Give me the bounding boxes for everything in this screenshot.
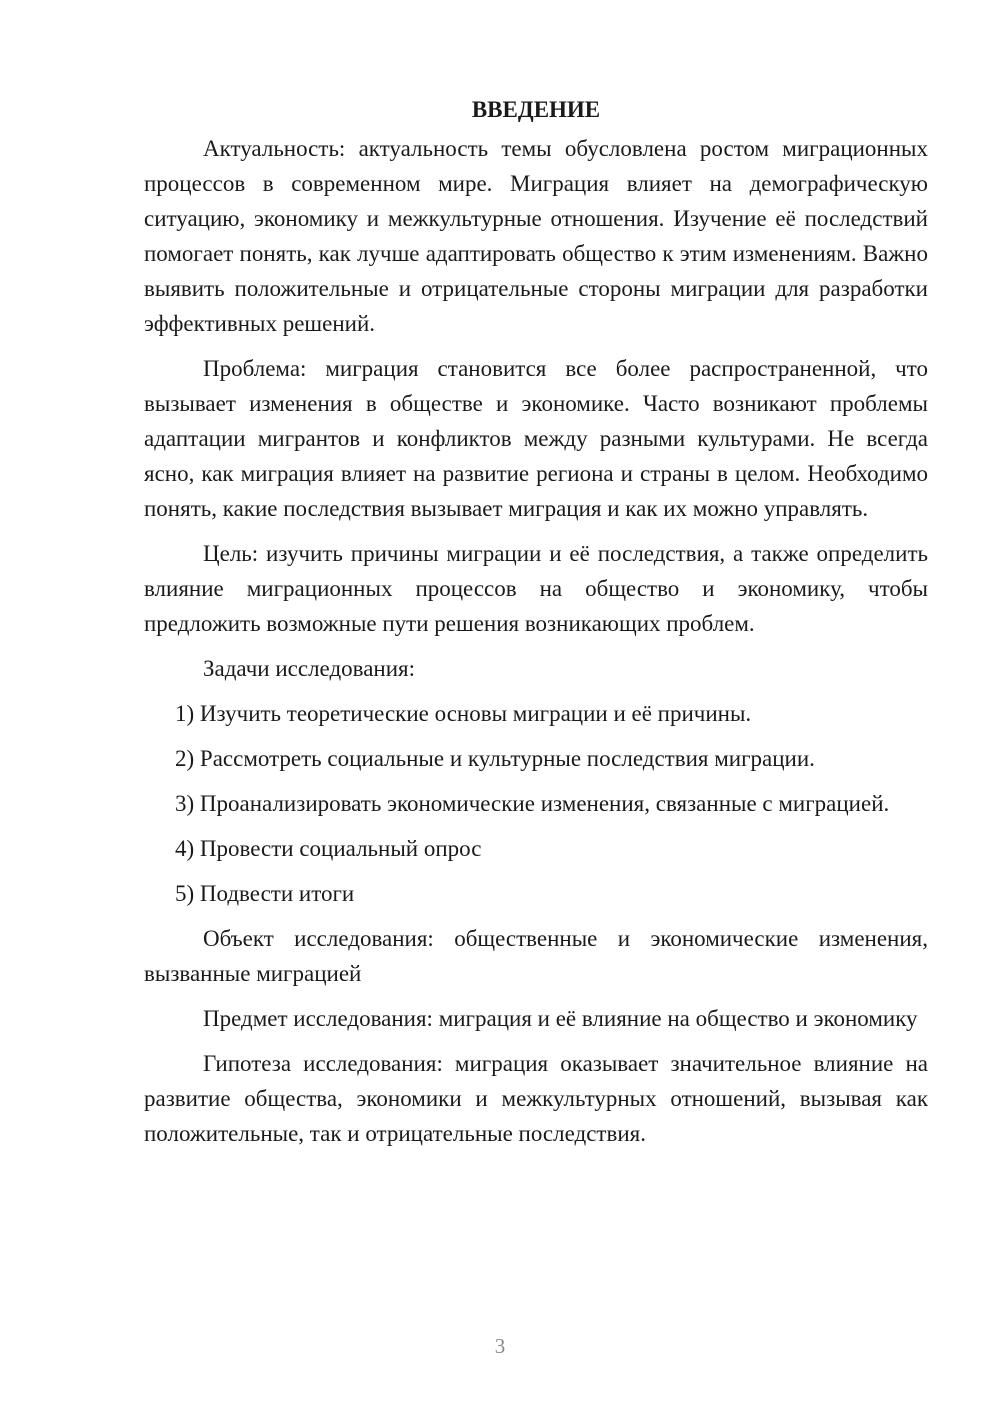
document-body <box>144 92 928 1151</box>
task-item-2: 2) Рассмотреть социальные и культурные последствия миграции. <box>175 746 815 771</box>
relevance-paragraph: Актуальность: актуальность темы обусловлена ростом миграционных процессов в современном мире. Миграция влияет на демографическую ситуацию, экономику и межкультурные отношения. Изучение её последствий помогает понять, как лучше адаптировать общество к этим изменениям. Важно выявить положительные и отрицательные стороны миграции для разработки эффективных решений. <box>144 136 928 336</box>
object-paragraph: Объект исследования: общественные и экономические изменения, вызванные миграцией <box>144 926 928 986</box>
task-item-3: 3) Проанализировать экономические изменения, связанные с миграцией. <box>175 791 890 816</box>
goal-paragraph: Цель: изучить причины миграции и её последствия, а также определить влияние миграционных процессов на общество и экономику, чтобы предложить возможные пути решения возникающих проблем. <box>144 541 928 636</box>
page-number: 3 <box>494 1334 506 1358</box>
task-item-5: 5) Подвести итоги <box>175 881 355 906</box>
subject-paragraph: Предмет исследования: миграция и её влияние на общество и экономику <box>203 1006 918 1031</box>
hypothesis-paragraph: Гипотеза исследования: миграция оказывает значительное влияние на развитие общества, экономики и межкультурных отношений, вызывая как положительные, так и отрицательные последствия. <box>144 1051 928 1146</box>
task-item-1: 1) Изучить теоретические основы миграции и её причины. <box>175 701 752 726</box>
section-title: ВВЕДЕНИЕ <box>471 97 601 122</box>
task-item-4: 4) Провести социальный опрос <box>175 836 482 861</box>
tasks-heading: Задачи исследования: <box>203 656 416 681</box>
problem-paragraph: Проблема: миграция становится все более распространенной, что вызывает изменения в обществе и экономике. Часто возникают проблемы адаптации мигрантов и конфликтов между разными культурами. Не всегда ясно, как миграция влияет на развитие региона и страны в целом. Необходимо понять, какие последствия вызывает миграция и как их можно управлять. <box>144 356 928 521</box>
